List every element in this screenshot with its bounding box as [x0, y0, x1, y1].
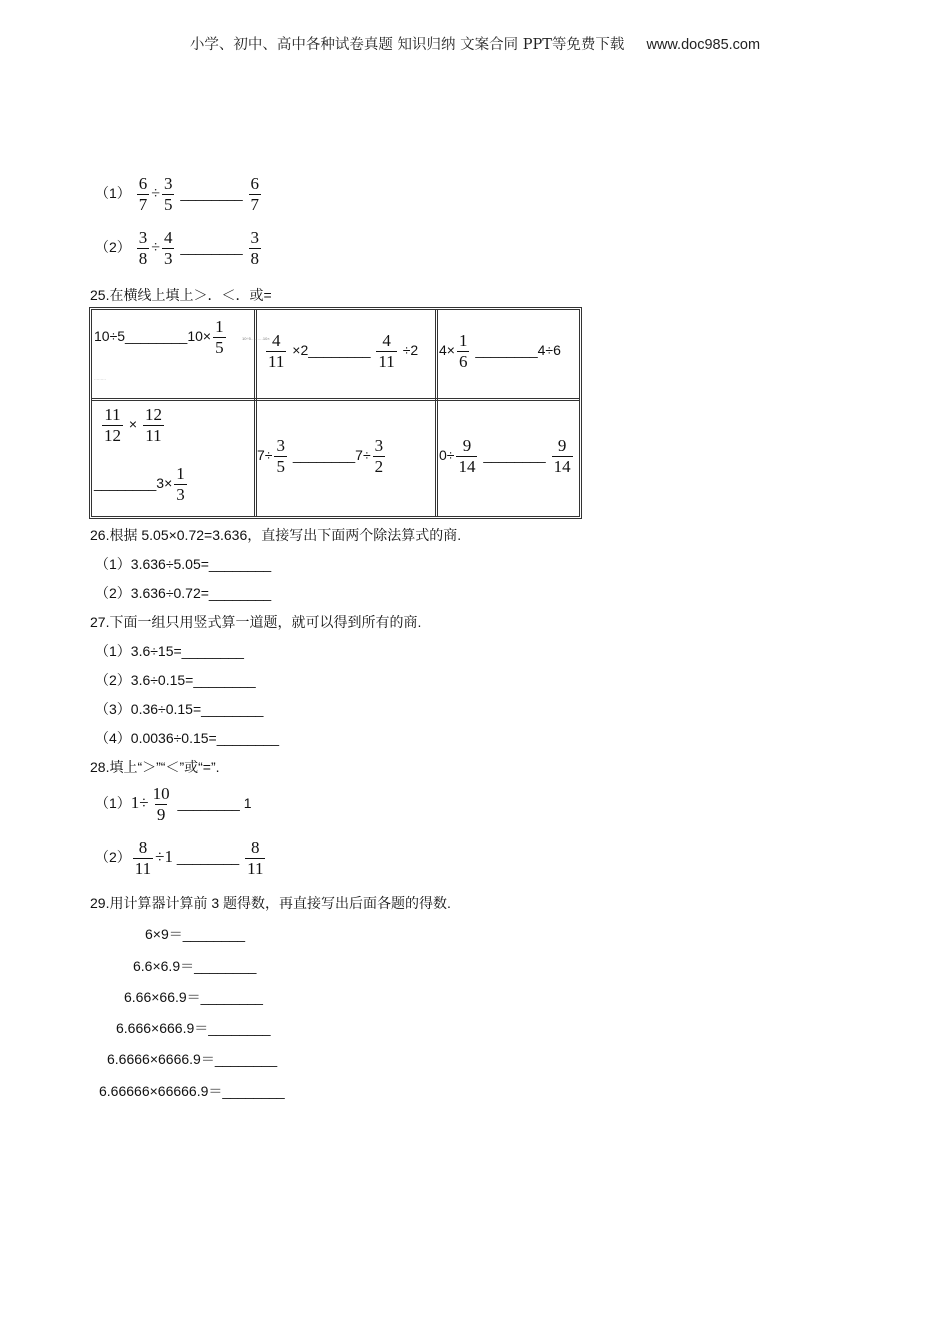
- q25-title: 25.在横线上填上＞．＜．或=: [90, 287, 272, 303]
- table-cell: 0÷ $\frac{9}{14}$ ________ $\frac{9}{14}$: [439, 436, 571, 476]
- table-cell: $\frac{11}{12}$ × $\frac{12}{11}$: [104, 405, 162, 445]
- q24-item-1: （1） $\frac{6}{7}$ ÷ $\frac{3}{5}$ ________ $\frac{6}{7}$: [95, 174, 260, 214]
- answer-blank[interactable]: ________: [177, 795, 240, 812]
- fraction: $\frac{4}{3}$: [163, 228, 173, 268]
- q24-item-2: （2） $\frac{3}{8}$ ÷ $\frac{4}{3}$ ________ $\frac{3}{8}$: [95, 228, 260, 268]
- fraction: $\frac{3}{8}$: [250, 228, 260, 268]
- q26-item[interactable]: （1）3.636÷5.05=________: [95, 556, 272, 572]
- tiny-note: 10÷5………10×: [242, 336, 270, 341]
- fraction: $\frac{3}{5}$: [163, 174, 173, 214]
- q27-item[interactable]: （2）3.6÷0.15=________: [95, 672, 256, 688]
- q26-item[interactable]: （2）3.636÷0.72=________: [95, 585, 272, 601]
- header-url[interactable]: www.doc985.com: [646, 37, 761, 53]
- tiny-note: ………: [94, 376, 106, 381]
- table-divider: [92, 398, 579, 401]
- fraction: $\frac{6}{7}$: [250, 174, 260, 214]
- q27-item[interactable]: （1）3.6÷15=________: [95, 643, 244, 659]
- q28-item-2: （2） $\frac{8}{11}$ ÷1 ________ $\frac{8}{11}$: [95, 838, 264, 878]
- q27-title: 27.下面一组只用竖式算一道题，就可以得到所有的商.: [90, 614, 422, 630]
- answer-blank[interactable]: ________: [180, 185, 243, 202]
- header-text: 小学、初中、高中各种试卷真题 知识归纳 文案合同 PPT等免费下载: [189, 37, 625, 53]
- q28-item-1: （1）1÷ $\frac{10}{9}$ ________ 1: [95, 784, 252, 824]
- q29-item[interactable]: 6.6×6.9＝________: [133, 958, 257, 974]
- q25-table: [89, 307, 582, 519]
- table-cell: ________3× $\frac{1}{3}$: [94, 464, 185, 504]
- answer-blank[interactable]: ________: [180, 239, 243, 256]
- q29-title: 29.用计算器计算前 3 题得数，再直接写出后面各题的得数.: [90, 895, 451, 911]
- fraction: $\frac{6}{7}$: [138, 174, 148, 214]
- q27-item[interactable]: （4）0.0036÷0.15=________: [95, 730, 280, 746]
- q27-item[interactable]: （3）0.36÷0.15=________: [95, 701, 264, 717]
- fraction: $\frac{3}{8}$: [138, 228, 148, 268]
- table-divider: [435, 310, 438, 516]
- table-cell: 7÷ $\frac{3}{5}$ ________7÷ $\frac{3}{2}$: [257, 436, 384, 476]
- q29-item[interactable]: 6×9＝________: [145, 926, 246, 942]
- table-cell: 4× $\frac{1}{6}$ ________4÷6: [439, 331, 561, 371]
- q29-item[interactable]: 6.666×666.9＝________: [116, 1020, 271, 1036]
- q29-item[interactable]: 6.66666×66666.9＝________: [99, 1083, 285, 1099]
- table-cell: 10÷5________10× $\frac{1}{5}$: [94, 317, 224, 357]
- q28-title: 28.填上“＞”“＜”或“=”.: [90, 759, 220, 775]
- q29-item[interactable]: 6.66×66.9＝________: [124, 989, 263, 1005]
- page-header: [0, 33, 950, 54]
- answer-blank[interactable]: ________: [176, 849, 240, 866]
- q26-title: 26.根据 5.05×0.72=3.636，直接写出下面两个除法算式的商.: [90, 527, 462, 543]
- q29-item[interactable]: 6.6666×6666.9＝________: [107, 1051, 278, 1067]
- table-cell: $\frac{4}{11}$ ×2________ $\frac{4}{11}$ ÷2: [268, 331, 419, 371]
